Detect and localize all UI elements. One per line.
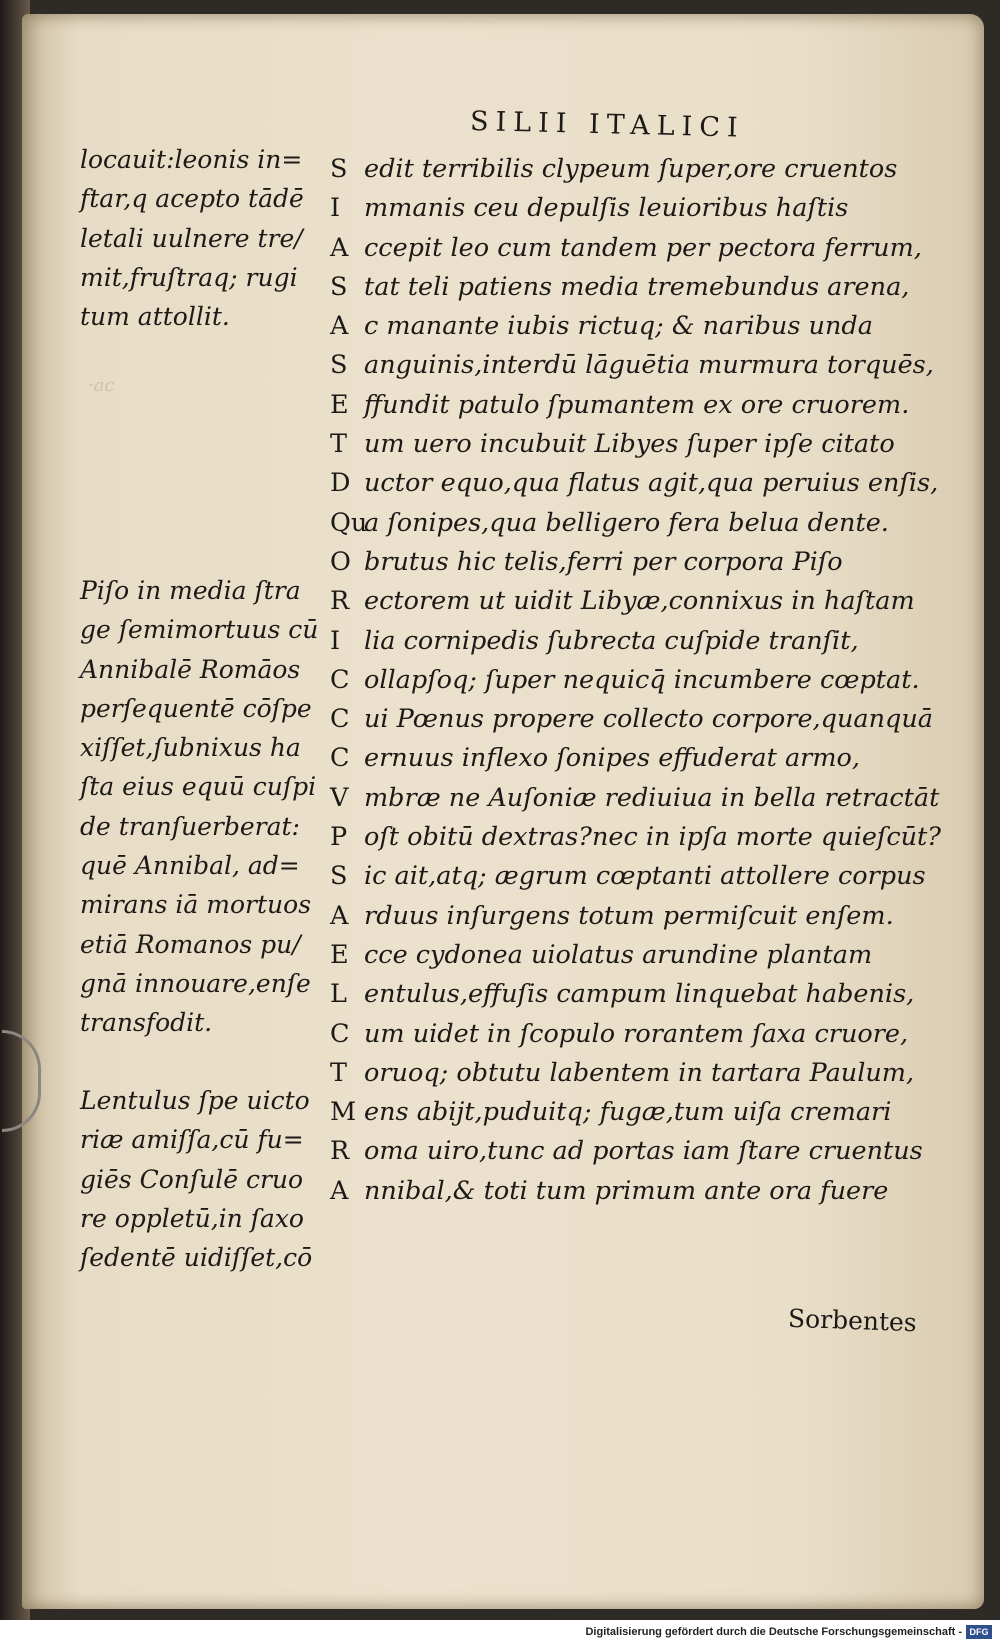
- margin-line: perſequentē cōſpe: [80, 693, 312, 723]
- verse-initial: C: [330, 1018, 350, 1049]
- verse-text: ollapſoq; ſuper nequicq̄ incumbere cœptat.: [364, 664, 920, 695]
- verse-text: tat teli patiens media tremebundus arena,: [364, 271, 910, 302]
- verse-line: [330, 582, 930, 621]
- verse-initial: D: [330, 468, 351, 499]
- verse-line: [330, 661, 930, 700]
- verse-line: [330, 346, 934, 385]
- verse-line: [330, 307, 930, 346]
- verse-line: [330, 464, 939, 503]
- verse-text: oruoq; obtutu labentem in tartara Paulum,: [364, 1057, 915, 1088]
- verse-text: anguinis,interdū lāguētia murmura torquēs,: [364, 350, 934, 381]
- verse-text: nnibal,& toti tum primum ante ora fuere: [364, 1175, 889, 1206]
- margin-line: etiā Romanos pu/: [80, 929, 301, 959]
- verse-text: ui Pœnus propere collecto corpore,quanquā: [364, 704, 933, 735]
- verse-text: rduus inſurgens totum permiſcuit enſem.: [364, 900, 894, 931]
- margin-note-lentulus: [80, 1081, 325, 1277]
- verse-initial: R: [330, 1136, 350, 1167]
- margin-line: transfodit.: [80, 1008, 213, 1038]
- margin-line: giēs Conſulē cruo: [80, 1164, 304, 1194]
- margin-line: ftar,q acepto tādē: [80, 184, 304, 214]
- margin-line: re oppletū,in ſaxo: [80, 1203, 304, 1233]
- verse-initial: M: [330, 1097, 357, 1128]
- verse-text: ectorem ut uidit Libyæ,connixus in haſtam: [364, 586, 915, 617]
- margin-line: mit,fruſtraq; rugi: [80, 262, 298, 292]
- verse-line: [330, 1015, 930, 1054]
- verse-initial: T: [330, 429, 348, 460]
- verse-initial: C: [330, 664, 350, 695]
- verse-initial: T: [330, 1057, 348, 1088]
- verse-text: lia cornipedis ſubrecta cuſpide tranſit,: [364, 625, 859, 656]
- verse-line: [330, 1172, 930, 1211]
- margin-line: Lentulus ſpe uicto: [80, 1086, 310, 1115]
- funding-credit: Digitalisierung gefördert durch die Deutsche Forschungsgemeinschaft -: [585, 1626, 962, 1638]
- verse-text: ccepit leo cum tandem per pectora ferrum,: [364, 232, 922, 263]
- verse-initial: Qu: [330, 507, 368, 538]
- verse-text: um uero incubuit Libyes ſuper ipſe citato: [364, 429, 895, 460]
- verse-initial: A: [330, 900, 349, 931]
- verse-initial: I: [330, 193, 341, 224]
- verse-line: [330, 268, 930, 307]
- verse-line: [330, 936, 930, 975]
- catchword: Sorbentes: [787, 1303, 918, 1338]
- verse-line: [330, 229, 930, 268]
- verse-line: [330, 189, 930, 228]
- verse-text: uctor equo,qua flatus agit,qua peruius enſis,: [364, 468, 939, 499]
- verse-line: [330, 857, 930, 896]
- verse-initial: P: [330, 822, 348, 853]
- verse-line: [330, 779, 940, 818]
- verse-text: mmanis ceu depulſis leuioribus haſtis: [364, 193, 849, 224]
- verse-initial: C: [330, 704, 350, 735]
- verse-text: ffundit patulo ſpumantem ex ore cruorem.: [364, 389, 910, 420]
- verse-initial: S: [330, 861, 348, 892]
- verse-line: [330, 622, 930, 661]
- verse-initial: C: [330, 743, 350, 774]
- margin-line: quē Annibal, ad=: [80, 851, 300, 881]
- verse-text: oſt obitū dextras?nec in ipſa morte quieſcūt?: [364, 822, 941, 853]
- margin-line: Piſo in media ſtra: [80, 576, 301, 605]
- margin-line: ſedentē uidiſſet,cō: [80, 1243, 313, 1273]
- verse-block: [330, 150, 941, 1211]
- margin-line: letali uulnere tre/: [80, 223, 303, 253]
- verse-line: [330, 739, 930, 778]
- verse-text: brutus hic telis,ferri per corpora Piſo: [364, 546, 843, 577]
- verse-text: oma uiro,tunc ad portas iam ſtare cruentus: [364, 1136, 923, 1167]
- verse-line: [330, 150, 930, 189]
- verse-text: ernuus inflexo ſonipes effuderat armo,: [364, 743, 861, 774]
- verse-initial: S: [330, 271, 348, 302]
- verse-initial: E: [330, 939, 349, 970]
- dfg-logo-icon: DFG: [966, 1625, 992, 1639]
- margin-line: Annibalē Romāos: [80, 654, 301, 684]
- verse-text: c manante iubis rictuq; & naribus unda: [364, 311, 873, 342]
- verse-text: cce cydonea uiolatus arundine plantam: [364, 939, 873, 970]
- margin-line: tum attollit.: [80, 302, 230, 332]
- verse-initial: A: [330, 311, 349, 342]
- verse-line: [330, 818, 941, 857]
- margin-line: de tranſuerberat:: [80, 811, 300, 841]
- verse-initial: A: [330, 232, 349, 263]
- verse-line: [330, 1054, 930, 1093]
- margin-line: mirans iā mortuos: [80, 890, 312, 920]
- verse-line: [330, 975, 930, 1014]
- margin-line: xiſſet,ſubnixus ha: [80, 733, 301, 763]
- verse-line: [330, 1132, 930, 1171]
- verse-initial: A: [330, 1175, 349, 1206]
- verse-initial: L: [330, 979, 347, 1010]
- margin-line: locauit:leonis in=: [80, 145, 303, 174]
- verse-text: ens abijt,puduitq; fugæ,tum uiſa cremari: [364, 1097, 892, 1128]
- verse-line: [330, 700, 933, 739]
- verse-initial: S: [330, 154, 348, 184]
- verse-line: [330, 897, 930, 936]
- margin-line: ſta eius equū cuſpi: [80, 772, 317, 802]
- verse-text: edit terribilis clypeum ſuper,ore cruentos: [364, 154, 898, 184]
- margin-note-lion: [80, 140, 325, 336]
- verse-text: um uidet in ſcopulo rorantem ſaxa cruore,: [364, 1018, 909, 1049]
- verse-initial: I: [330, 625, 341, 656]
- verse-line: [330, 1093, 930, 1132]
- verse-initial: V: [330, 782, 349, 813]
- verse-text: a ſonipes,qua belligero fera belua dente.: [364, 507, 889, 538]
- verse-initial: R: [330, 586, 350, 617]
- margin-line: gnā innouare,enſe: [80, 968, 311, 998]
- margin-line: ge ſemimortuus cū: [80, 615, 319, 645]
- verse-text: ic ait,atq; ægrum cœptanti attollere corpus: [364, 861, 926, 892]
- margin-note-piso: [80, 571, 325, 1043]
- verse-initial: O: [330, 546, 351, 577]
- verse-line: [330, 543, 930, 582]
- verse-line: [330, 386, 930, 425]
- verse-initial: E: [330, 389, 349, 420]
- bleed-through-text: ·ac: [88, 375, 115, 396]
- verse-line: [330, 504, 930, 543]
- margin-line: riæ amiſſa,cū fu=: [80, 1125, 304, 1155]
- verse-text: entulus,effuſis campum linquebat habenis,: [364, 979, 915, 1010]
- verse-line: [330, 425, 930, 464]
- verse-text: mbræ ne Auſoniæ rediuiua in bella retractāt: [364, 782, 940, 813]
- verse-initial: S: [330, 350, 348, 381]
- running-title: SILII ITALICI: [469, 105, 745, 144]
